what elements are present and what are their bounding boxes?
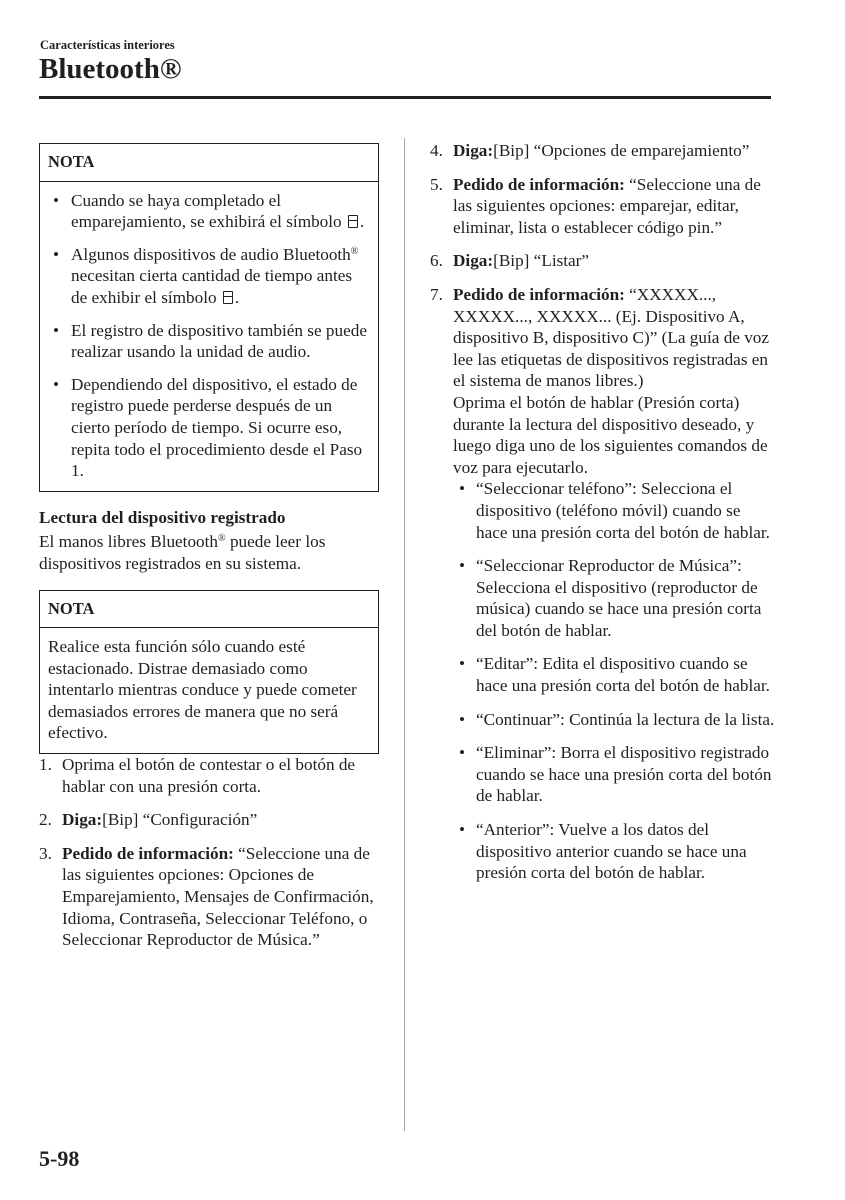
step-item bbox=[39, 754, 379, 797]
note-box bbox=[39, 143, 379, 492]
header-rule bbox=[39, 96, 771, 99]
note-item: • Dependiendo del dispositivo, el estado de registro puede perderse después de un cierto período de tiempo. Si ocurre eso, repita todo el procedimiento desde el Paso 1. bbox=[48, 374, 370, 482]
note-item-text: Algunos dispositivos de audio Bluetooth bbox=[71, 244, 351, 264]
note-list bbox=[48, 190, 370, 482]
note-heading: NOTA bbox=[40, 591, 378, 629]
voice-command-item: • “Continuar”: Continúa la lectura de la lista. bbox=[453, 709, 775, 731]
step-item bbox=[39, 809, 379, 831]
step-number: 4. bbox=[430, 141, 443, 160]
note-item-text: . bbox=[359, 212, 365, 232]
step-item bbox=[430, 284, 775, 884]
step-item bbox=[430, 140, 775, 162]
intro-text: puede leer los dispositivos registrados en su sistema. bbox=[39, 532, 326, 573]
steps-list bbox=[430, 140, 775, 884]
step-number: 6. bbox=[430, 251, 443, 271]
right-column bbox=[430, 140, 775, 896]
step-text: Oprima el botón de hablar (Presión corta) durante la lectura del dispositivo deseado, y luego diga uno de los siguientes comandos de voz para ejecutarlo. bbox=[453, 392, 768, 477]
step-number: 2. bbox=[39, 810, 52, 830]
page-number: 5-98 bbox=[39, 1146, 80, 1171]
step-label: Diga: bbox=[453, 141, 494, 160]
column-divider bbox=[404, 138, 405, 1131]
step-label: Pedido de información: bbox=[453, 174, 625, 194]
step-label: Pedido de información: bbox=[453, 284, 625, 304]
step-item bbox=[430, 250, 775, 272]
intro-text: El manos libres Bluetooth bbox=[39, 532, 219, 552]
note-box bbox=[39, 590, 379, 755]
step-text: “Seleccione una de las siguientes opciones: emparejar, editar, eliminar, lista o establecer código pin.” bbox=[453, 174, 761, 237]
voice-command-item: • “Seleccionar teléfono”: Selecciona el dispositivo (teléfono móvil) cuando se hace una presión corta del botón de hablar. bbox=[453, 478, 775, 543]
step-label: Pedido de información: bbox=[62, 843, 234, 863]
step-text: [Bip] “Configuración” bbox=[102, 810, 258, 830]
note-item-text: . bbox=[234, 287, 240, 307]
note-body bbox=[40, 182, 378, 491]
intro-paragraph bbox=[39, 531, 379, 574]
step-number: 5. bbox=[430, 174, 443, 194]
note-heading: NOTA bbox=[40, 144, 378, 182]
voice-command-item: • “Editar”: Edita el dispositivo cuando se hace una presión corta del botón de hablar. bbox=[453, 653, 775, 696]
step-number: 3. bbox=[39, 843, 52, 863]
voice-command-item: • “Seleccionar Reproductor de Música”: Selecciona el dispositivo (reproductor de música) cuando se hace una presión corta del botón de hablar. bbox=[453, 555, 775, 641]
step-number: 1. bbox=[39, 755, 52, 775]
registered-mark: ® bbox=[350, 245, 359, 257]
step-text: “Seleccione una de las siguientes opciones: Opciones de Emparejamiento, Mensajes de Confirmación, Idioma, Contraseña, Seleccionar Teléfono, o Seleccionar Reproductor de Música.” bbox=[62, 843, 374, 950]
voice-command-item: • “Anterior”: Vuelve a los datos del dispositivo anterior cuando se hace una presión corta del botón de hablar. bbox=[453, 819, 775, 884]
step-item bbox=[39, 843, 379, 951]
subheading: Lectura del dispositivo registrado bbox=[39, 507, 286, 527]
step-text: [Bip] “Opciones de emparejamiento” bbox=[493, 141, 750, 160]
step-label: Diga: bbox=[62, 810, 103, 830]
step-text: [Bip] “Listar” bbox=[493, 251, 590, 271]
note-item-text: Cuando se haya completado el emparejamiento, se exhibirá el símbolo bbox=[71, 190, 342, 232]
step-number: 7. bbox=[430, 284, 443, 304]
step-label: Diga: bbox=[453, 251, 494, 271]
voice-command-list bbox=[453, 478, 775, 884]
step-text: Oprima el botón de contestar o el botón de hablar con una presión corta. bbox=[62, 755, 356, 796]
note-item-text: necesitan cierta cantidad de tiempo antes de exhibir el símbolo bbox=[71, 266, 353, 307]
page-title: Bluetooth® bbox=[39, 53, 182, 85]
bluetooth-indicator-icon bbox=[348, 215, 358, 228]
step-text: “XXXXX..., XXXXX..., XXXXX... (Ej. Dispositivo A, dispositivo B, dispositivo C)” (La guía de voz lee las etiquetas de dispositivos registradas en el sistema de manos libres.) bbox=[453, 284, 770, 391]
bluetooth-indicator-icon bbox=[223, 291, 233, 304]
steps-list bbox=[39, 754, 379, 951]
left-column bbox=[39, 143, 379, 963]
note-item: • El registro de dispositivo también se puede realizar usando la unidad de audio. bbox=[48, 320, 370, 363]
note-item bbox=[48, 190, 370, 233]
step-item bbox=[430, 174, 775, 239]
voice-command-item: • “Eliminar”: Borra el dispositivo registrado cuando se hace una presión corta del botón de hablar. bbox=[453, 742, 775, 807]
section-label: Características interiores bbox=[40, 38, 175, 52]
note-body: Realice esta función sólo cuando esté estacionado. Distrae demasiado como intentarlo mientras conduce y puede cometer demasiados errores de manera que no será efectivo. bbox=[48, 637, 357, 743]
note-item bbox=[48, 244, 370, 309]
registered-mark: ® bbox=[218, 533, 226, 545]
